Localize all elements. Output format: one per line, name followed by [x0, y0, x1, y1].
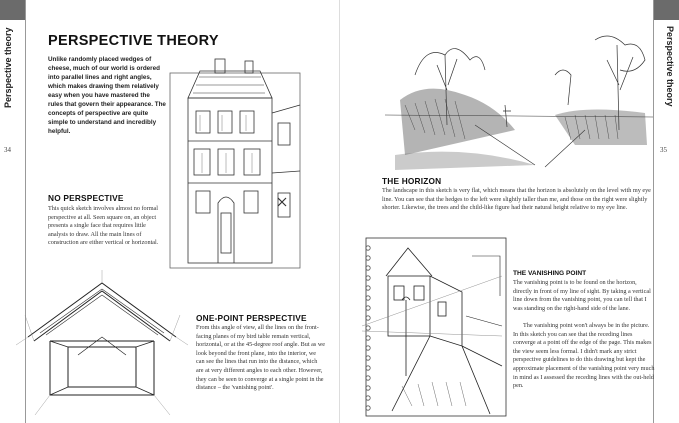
horizon-landscape-sketch — [385, 35, 653, 175]
right-side-label: Perspective theory — [665, 26, 675, 107]
left-tab-cap — [0, 0, 25, 20]
page-title: PERSPECTIVE THEORY — [48, 33, 219, 49]
bird-table-sketch — [20, 275, 185, 420]
building-sketch — [160, 53, 310, 273]
no-perspective-body: This quick sketch involves almost no formal perspective at all. Seen square on, an object presents a single face that requires little analysis to draw. All the main lines of construction are either vertical or horizontal. — [48, 205, 159, 247]
right-tab-cap — [654, 0, 679, 20]
no-perspective-heading: NO PERSPECTIVE — [48, 193, 124, 203]
left-side-label: Perspective theory — [3, 27, 13, 108]
right-page-number: 35 — [660, 146, 667, 154]
vanishing-point-heading: THE VANISHING POINT — [513, 270, 587, 277]
horizon-heading: THE HORIZON — [382, 176, 442, 186]
horizon-body: The landscape in this sketch is very flat, which means that the horizon is absolutely on the level with my eye line. You can see that the hedges to the left were slightly taller than me, and those on the right were slightly shorter. Likewise, the trees and the child-like figure had their natural height relative to my eye line. — [382, 187, 651, 212]
book-gutter — [339, 0, 340, 423]
intro-paragraph: Unlike randomly placed wedges of cheese, much of our world is ordered into parallel lines and right angles, which makes drawing them relatively easy when you have mastered the rules that govern their appearance. The concepts of perspective are quite simple to understand and incredibly helpful. — [48, 56, 166, 135]
left-page-number: 34 — [4, 146, 11, 154]
sketchbook-lane-sketch — [362, 236, 510, 418]
vanishing-point-para2: The vanishing point won't always be in the picture. In this sketch you can see that the receding lines converge at a point off the edge of the page. This makes the view seem less formal. I didn't mark any strict perspective guidelines to do this drawing but kept the approximate placement of the vanishing point very much in mind as I assessed the receding lines with the out-held pen. — [513, 322, 655, 390]
vanishing-point-para1: The vanishing point is to be found on the horizon, directly in front of my line of sight. By taking a vertical line down from the vanishing point, you can tell that I was standing on the right-hand side of the lane. — [513, 279, 651, 312]
one-point-body: From this angle of view, all the lines on the front-facing planes of my bird table remain vertical, horizontal, or at the 45-degree roof angle. But as we look beyond the front plane, into the interior, we can see the lines that run into the distance, which are at very different angles to each other. However, they can be seen to converge at a single point in the distance – the 'vanishing point'. — [196, 324, 326, 392]
one-point-heading: ONE-POINT PERSPECTIVE — [196, 313, 307, 323]
